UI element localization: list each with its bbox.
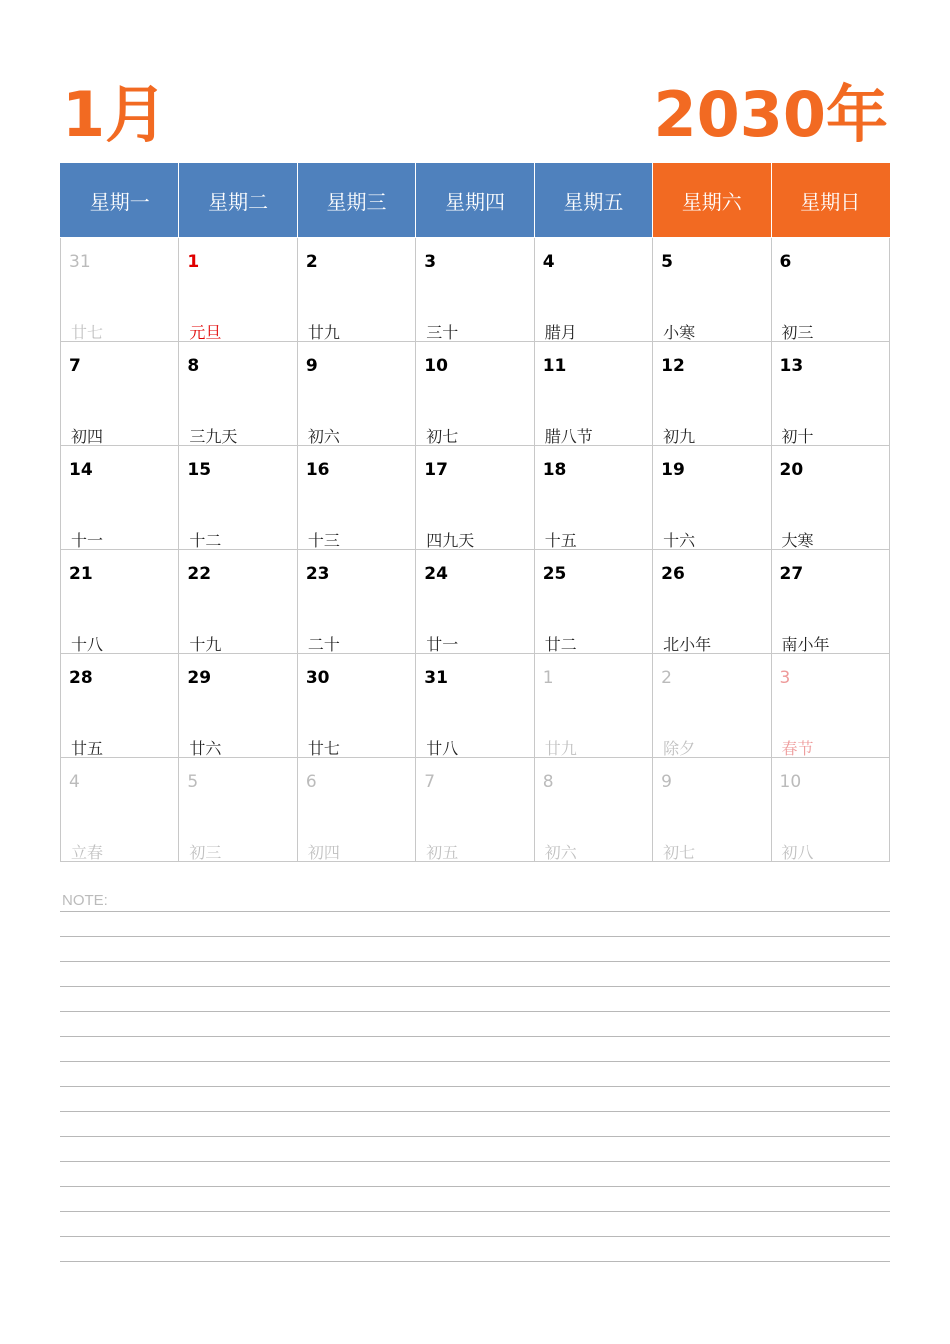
day-cell[interactable] — [416, 758, 534, 862]
day-cell[interactable] — [534, 654, 652, 758]
lunar-date: 廿五 — [71, 739, 104, 758]
week-row — [61, 550, 890, 654]
day-cell[interactable] — [534, 238, 652, 342]
note-line — [60, 1011, 890, 1036]
day-cell[interactable] — [297, 238, 415, 342]
week-row — [61, 238, 890, 342]
day-cell[interactable] — [179, 342, 297, 446]
day-number: 2 — [661, 668, 672, 688]
day-cell[interactable] — [61, 342, 179, 446]
weekday-header: 星期三 — [297, 163, 415, 238]
day-cell[interactable] — [534, 342, 652, 446]
lunar-date: 廿一 — [426, 635, 459, 654]
day-cell[interactable] — [416, 446, 534, 550]
lunar-date: 初四 — [307, 843, 340, 862]
day-number: 8 — [187, 356, 200, 376]
lunar-date: 元旦 — [189, 323, 222, 342]
month-title: 1月 — [62, 78, 168, 151]
day-cell[interactable] — [61, 446, 179, 550]
day-cell[interactable] — [653, 446, 771, 550]
day-number: 1 — [542, 668, 554, 688]
lunar-date: 初九 — [663, 427, 696, 446]
lunar-date: 初十 — [781, 427, 814, 446]
lunar-date: 除夕 — [663, 739, 696, 758]
day-cell[interactable] — [416, 238, 534, 342]
day-number: 21 — [69, 564, 93, 584]
note-line — [60, 961, 890, 986]
weekday-header: 星期五 — [534, 163, 652, 238]
lunar-date: 十六 — [663, 531, 696, 550]
day-cell[interactable] — [653, 550, 771, 654]
note-line — [60, 1036, 890, 1061]
day-number: 8 — [542, 772, 554, 792]
day-number: 16 — [305, 460, 330, 480]
note-line — [60, 1236, 890, 1261]
calendar-grid — [60, 163, 890, 862]
day-number: 11 — [542, 356, 567, 376]
day-cell[interactable] — [61, 654, 179, 758]
lunar-date: 初七 — [663, 843, 696, 862]
day-cell[interactable] — [771, 238, 889, 342]
day-number: 15 — [187, 460, 212, 480]
day-cell[interactable] — [416, 550, 534, 654]
weekday-header: 星期一 — [61, 163, 179, 238]
week-row — [61, 758, 890, 862]
day-number: 31 — [424, 668, 448, 688]
lunar-date: 廿七 — [71, 323, 104, 342]
lunar-date: 廿九 — [544, 739, 577, 758]
lunar-date: 初三 — [781, 323, 814, 342]
day-number: 26 — [661, 564, 685, 584]
day-number: 9 — [661, 772, 672, 792]
day-cell[interactable] — [297, 342, 415, 446]
day-number: 5 — [187, 772, 199, 792]
day-cell[interactable] — [179, 238, 297, 342]
day-number: 1 — [187, 252, 200, 272]
day-cell[interactable] — [297, 446, 415, 550]
notes-lines — [60, 911, 890, 1262]
note-line — [60, 1161, 890, 1186]
day-cell[interactable] — [653, 238, 771, 342]
lunar-date: 四九天 — [426, 531, 475, 550]
lunar-date: 初四 — [71, 427, 104, 446]
week-row — [61, 654, 890, 758]
day-number: 14 — [69, 460, 93, 480]
day-number: 3 — [779, 668, 791, 688]
day-number: 13 — [779, 356, 804, 376]
weekday-header: 星期二 — [179, 163, 297, 238]
day-cell[interactable] — [297, 654, 415, 758]
lunar-date: 廿八 — [426, 739, 459, 758]
day-cell[interactable] — [771, 446, 889, 550]
day-cell[interactable] — [179, 550, 297, 654]
week-row — [61, 446, 890, 550]
note-line — [60, 1136, 890, 1161]
lunar-date: 十五 — [544, 531, 577, 550]
day-number: 3 — [424, 252, 437, 272]
note-line — [60, 1261, 890, 1262]
lunar-date: 廿七 — [307, 739, 340, 758]
lunar-date: 初六 — [307, 427, 340, 446]
year-title: 2030年 — [653, 78, 888, 151]
lunar-date: 大寒 — [781, 531, 814, 550]
note-line — [60, 936, 890, 961]
day-number: 5 — [661, 252, 673, 272]
day-number: 31 — [69, 252, 91, 272]
week-row — [61, 342, 890, 446]
day-number: 10 — [779, 772, 802, 792]
day-cell[interactable] — [416, 342, 534, 446]
note-line — [60, 911, 890, 936]
day-number: 20 — [779, 460, 804, 480]
lunar-date: 廿六 — [189, 739, 222, 758]
day-number: 6 — [305, 772, 317, 792]
day-cell[interactable] — [61, 238, 179, 342]
lunar-date: 南小年 — [781, 635, 830, 654]
day-cell[interactable] — [416, 654, 534, 758]
day-number: 4 — [69, 772, 80, 792]
day-cell[interactable] — [179, 654, 297, 758]
day-cell[interactable] — [179, 758, 297, 862]
note-line — [60, 1061, 890, 1086]
weekday-header-row — [61, 163, 890, 238]
lunar-date: 十九 — [189, 635, 222, 654]
day-number: 9 — [305, 356, 318, 376]
lunar-date: 初三 — [189, 843, 222, 862]
day-number: 10 — [424, 356, 448, 376]
day-number: 29 — [187, 668, 212, 688]
lunar-date: 廿九 — [307, 323, 340, 342]
lunar-date: 三十 — [426, 323, 459, 342]
day-number: 7 — [424, 772, 436, 792]
lunar-date: 腊八节 — [544, 427, 593, 446]
day-cell[interactable] — [771, 758, 889, 862]
day-number: 25 — [542, 564, 567, 584]
day-number: 17 — [424, 460, 448, 480]
day-cell[interactable] — [534, 550, 652, 654]
lunar-date: 腊月 — [544, 323, 577, 342]
day-cell[interactable] — [297, 550, 415, 654]
day-number: 4 — [542, 252, 555, 272]
note-line — [60, 1086, 890, 1111]
notes-label: NOTE: — [62, 892, 108, 909]
day-cell[interactable] — [653, 758, 771, 862]
day-number: 18 — [542, 460, 567, 480]
lunar-date: 小寒 — [663, 323, 696, 342]
note-line — [60, 986, 890, 1011]
lunar-date: 初八 — [781, 843, 814, 862]
lunar-date: 十一 — [71, 531, 104, 550]
day-cell[interactable] — [771, 550, 889, 654]
day-number: 7 — [69, 356, 81, 376]
calendar-body — [61, 238, 890, 862]
day-cell[interactable] — [771, 654, 889, 758]
lunar-date: 十二 — [189, 531, 222, 550]
note-line — [60, 1211, 890, 1236]
lunar-date: 春节 — [781, 739, 814, 758]
lunar-date: 廿二 — [544, 635, 577, 654]
lunar-date: 十三 — [307, 531, 340, 550]
day-number: 23 — [305, 564, 330, 584]
day-number: 6 — [779, 252, 792, 272]
day-number: 30 — [305, 668, 330, 688]
day-cell[interactable] — [61, 550, 179, 654]
day-number: 24 — [424, 564, 448, 584]
lunar-date: 十八 — [71, 635, 104, 654]
day-cell[interactable] — [179, 446, 297, 550]
day-cell[interactable] — [297, 758, 415, 862]
weekday-header: 星期四 — [416, 163, 534, 238]
day-cell[interactable] — [534, 446, 652, 550]
day-cell[interactable] — [771, 342, 889, 446]
day-cell[interactable] — [534, 758, 652, 862]
day-cell[interactable] — [653, 654, 771, 758]
weekday-header: 星期六 — [653, 163, 771, 238]
lunar-date: 初六 — [544, 843, 577, 862]
day-number: 19 — [661, 460, 685, 480]
note-line — [60, 1111, 890, 1136]
lunar-date: 三九天 — [189, 427, 238, 446]
day-number: 27 — [779, 564, 804, 584]
lunar-date: 二十 — [307, 635, 340, 654]
day-number: 2 — [305, 252, 318, 272]
day-number: 12 — [661, 356, 685, 376]
day-cell[interactable] — [61, 758, 179, 862]
note-line — [60, 1186, 890, 1211]
day-cell[interactable] — [653, 342, 771, 446]
lunar-date: 北小年 — [663, 635, 712, 654]
lunar-date: 立春 — [71, 843, 104, 862]
weekday-header: 星期日 — [771, 163, 889, 238]
lunar-date: 初五 — [426, 843, 459, 862]
day-number: 22 — [187, 564, 212, 584]
lunar-date: 初七 — [426, 427, 459, 446]
day-number: 28 — [69, 668, 93, 688]
